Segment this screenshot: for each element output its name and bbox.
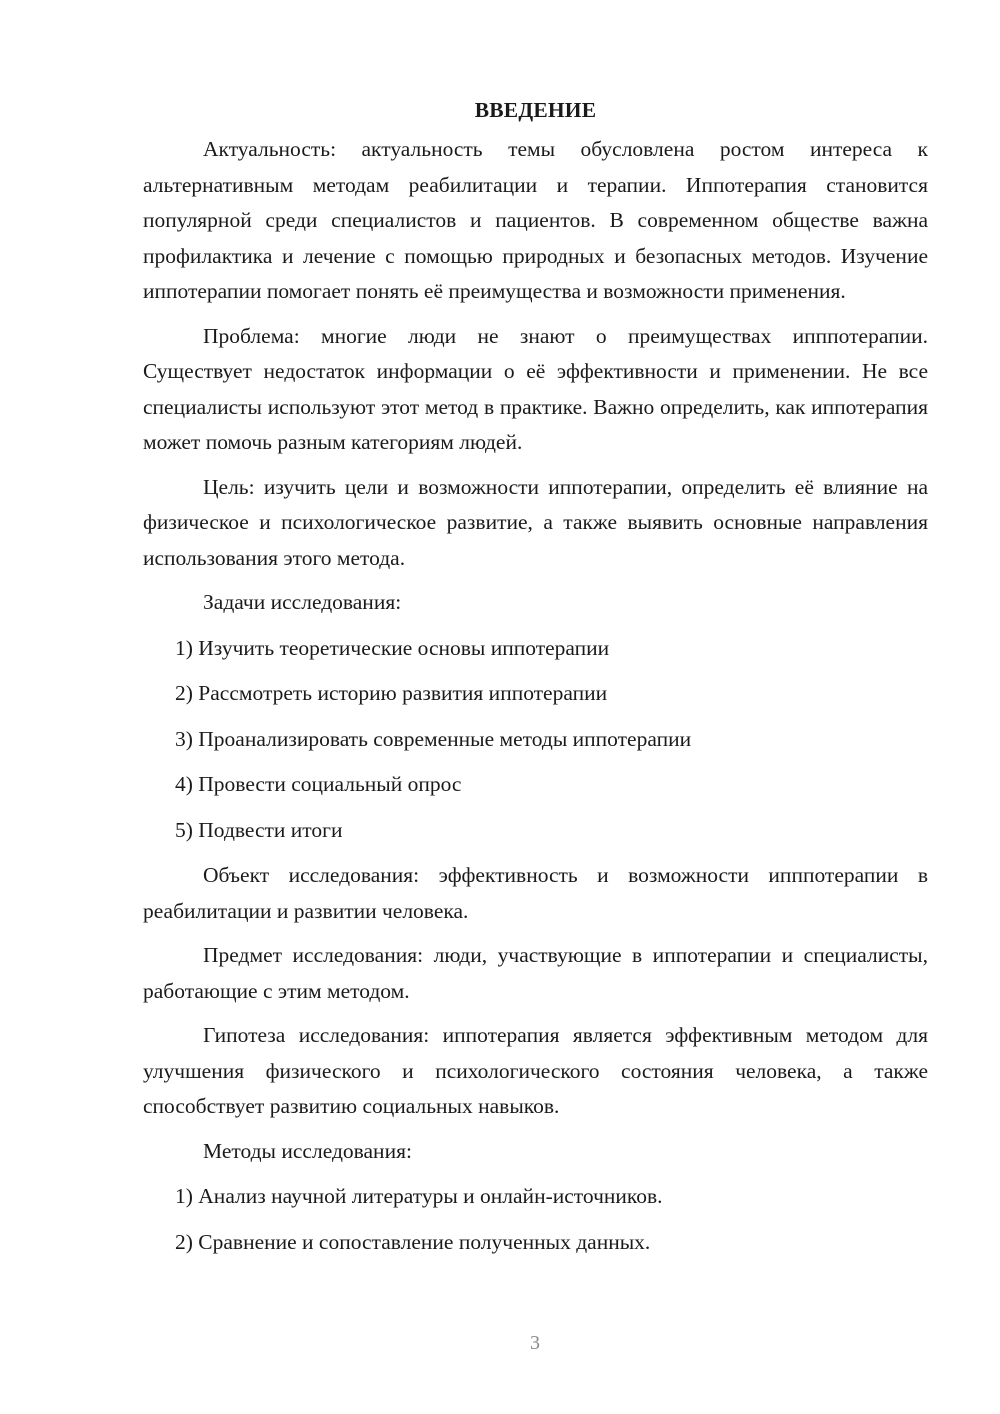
hypothesis-paragraph: Гипотеза исследования: иппотерапия является эффективным методом для улучшения физического и психологического состояния человека, а также способствует развитию социальных навыков.	[143, 1023, 928, 1118]
list-item: 1) Изучить теоретические основы иппотерапии	[175, 635, 610, 660]
list-item: 1) Анализ научной литературы и онлайн-источников.	[175, 1184, 663, 1208]
list-item: 2) Сравнение и сопоставление полученных данных.	[175, 1229, 651, 1254]
list-item: 5) Подвести итоги	[175, 817, 343, 842]
page-number: 3	[530, 1332, 540, 1354]
goal-paragraph: Цель: изучить цели и возможности иппотерапии, определить её влияние на физическое и психологическое развитие, а также выявить основные направления использования этого метода.	[143, 474, 928, 570]
methods-list	[143, 1179, 928, 1260]
tasks-label: Задачи исследования:	[203, 590, 402, 614]
list-item: 3) Проанализировать современные методы иппотерапии	[175, 726, 692, 751]
relevance-paragraph: Актуальность: актуальность темы обусловлена ростом интереса к альтернативным методам реабилитации и терапии. Иппотерапия становится популярной среди специалистов и пациентов. В современном обществе важна профилактика и лечение с помощью природных и безопасных методов. Изучение иппотерапии помогает понять её преимущества и возможности применения.	[143, 137, 928, 303]
object-paragraph: Объект исследования: эффективность и возможности ипппотерапии в реабилитации и развитии человека.	[143, 863, 928, 923]
methods-label: Методы исследования:	[203, 1138, 412, 1163]
page-title: ВВЕДЕНИЕ	[474, 98, 597, 122]
list-item: 4) Провести социальный опрос	[175, 772, 462, 796]
list-item: 2) Рассмотреть историю развития иппотерапии	[175, 681, 608, 705]
problem-paragraph: Проблема: многие люди не знают о преимуществах ипппотерапии. Существует недостаток информации о её эффективности и применении. Не все специалисты используют этот метод в практике. Важно определить, как иппотерапия может помочь разным категориям людей.	[143, 323, 928, 454]
subject-paragraph: Предмет исследования: люди, участвующие в иппотерапии и специалисты, работающие с этим методом.	[143, 943, 928, 1003]
document-page	[143, 93, 928, 1270]
tasks-list	[143, 631, 928, 848]
